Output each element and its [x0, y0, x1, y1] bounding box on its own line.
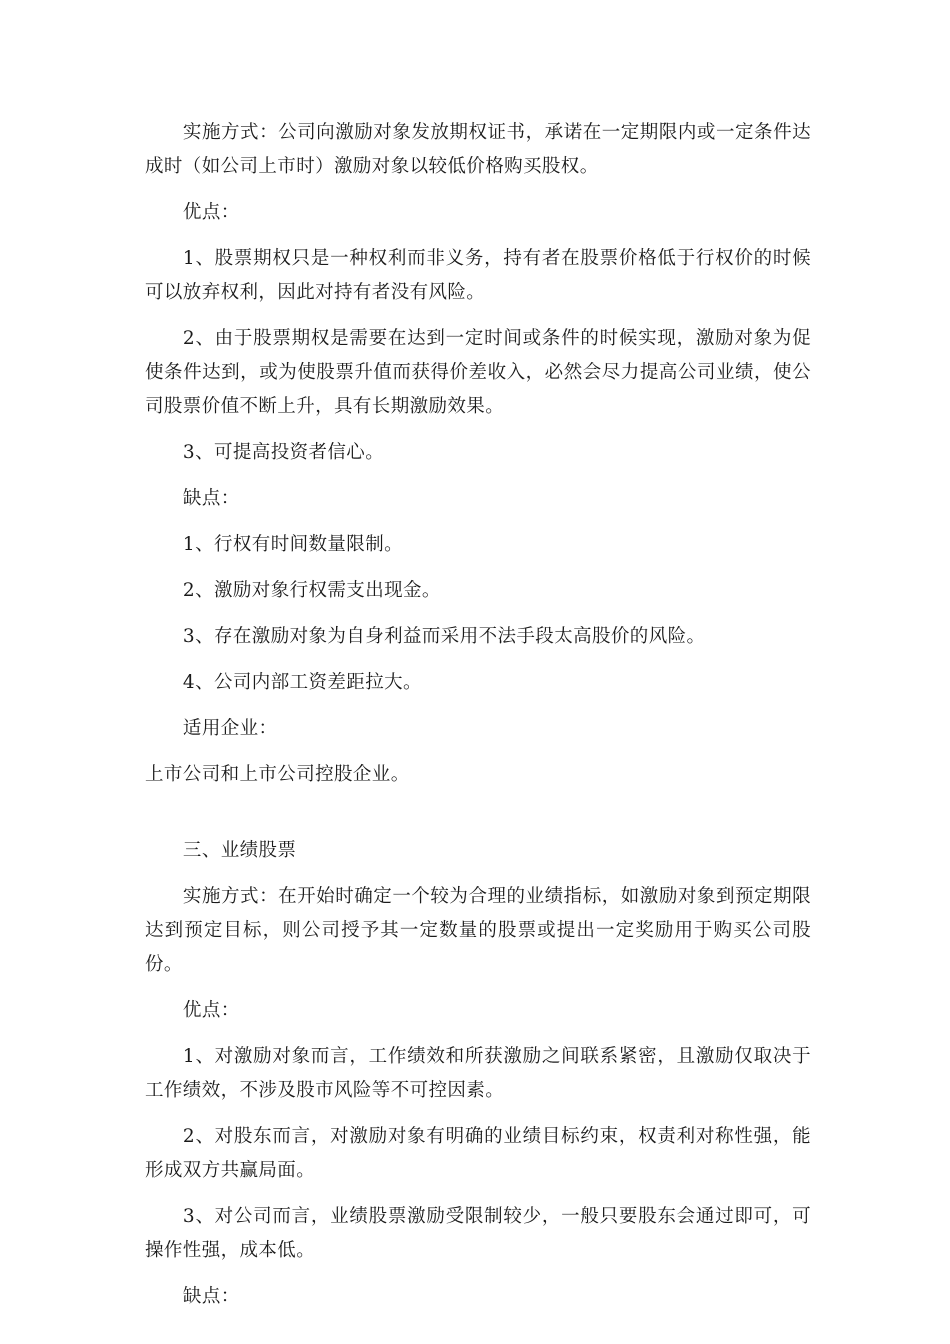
advantage-item-3: 3、可提高投资者信心。 [182, 442, 385, 463]
advantage-item-1: 1、股票期权只是一种权利而非义务，持有者在股票价格低于行权价的时候可以放弃权利，因此对持有者没有风险。 [145, 248, 811, 303]
disadvantage-item-4: 4、公司内部工资差距拉大。 [182, 672, 422, 693]
heading-advantages-2: 优点： [182, 1000, 240, 1021]
disadvantage-item-3: 3、存在激励对象为自身利益而采用不法手段太高股价的风险。 [182, 626, 706, 647]
paragraph-implementation: 实施方式：公司向激励对象发放期权证书，承诺在一定期限内或一定条件达成时（如公司上市时）激励对象以较低价格购买股权。 [145, 122, 811, 177]
advantage-item-2: 2、由于股票期权是需要在达到一定时间或条件的时候实现，激励对象为促使条件达到，或为使股票升值而获得价差收入，必然会尽力提高公司业绩，使公司股票价值不断上升，具有长期激励效果。 [145, 328, 811, 417]
document-body [145, 116, 811, 1326]
section-title-performance-shares: 三、业绩股票 [182, 840, 297, 861]
heading-advantages: 优点： [182, 202, 240, 223]
section-gap [145, 804, 811, 834]
advantage-2-item-3: 3、对公司而言，业绩股票激励受限制较少，一般只要股东会通过即可，可操作性强，成本低。 [145, 1206, 811, 1261]
advantage-2-item-2: 2、对股东而言，对激励对象有明确的业绩目标约束，权责利对称性强，能形成双方共赢局面。 [145, 1126, 811, 1181]
paragraph-implementation-2: 实施方式：在开始时确定一个较为合理的业绩指标，如激励对象到预定期限达到预定目标，则公司授予其一定数量的股票或提出一定奖励用于购买公司股份。 [145, 886, 811, 975]
heading-applicable: 适用企业： [182, 718, 278, 739]
disadvantage-item-1: 1、行权有时间数量限制。 [182, 534, 403, 555]
heading-disadvantages: 缺点： [182, 488, 240, 509]
advantage-2-item-1: 1、对激励对象而言，工作绩效和所获激励之间联系紧密，且激励仅取决于工作绩效，不涉及股市风险等不可控因素。 [145, 1046, 811, 1101]
heading-disadvantages-2: 缺点： [182, 1286, 240, 1307]
disadvantage-item-2: 2、激励对象行权需支出现金。 [182, 580, 441, 601]
applicable-companies: 上市公司和上市公司控股企业。 [145, 764, 410, 785]
